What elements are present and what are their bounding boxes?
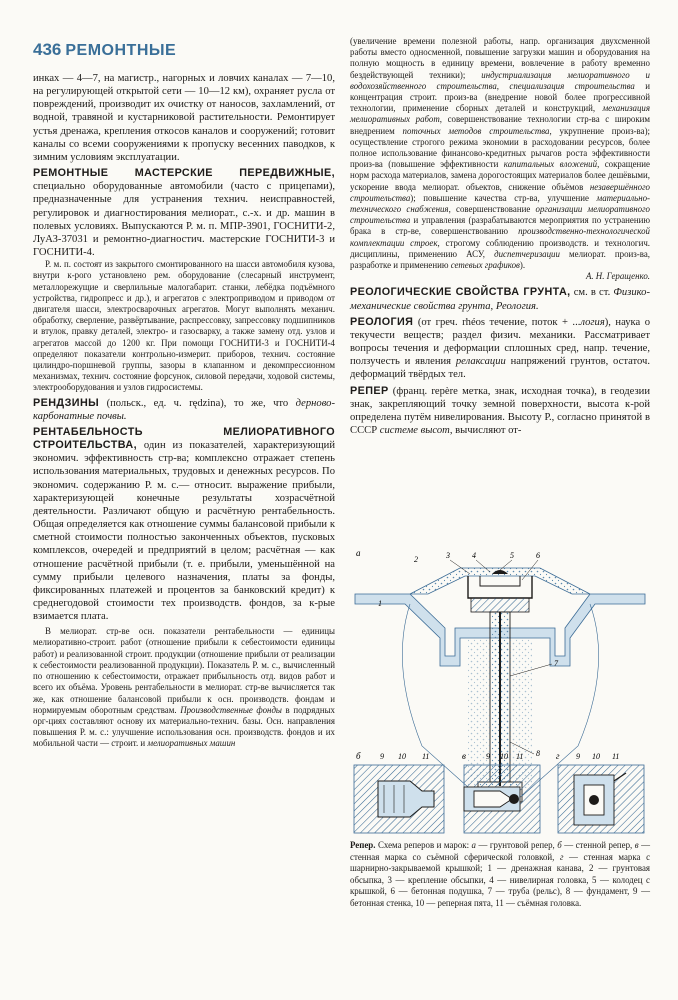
left-column xyxy=(33,72,335,750)
cross-reference-link[interactable]: производственно-технологической комплектации строек xyxy=(350,226,650,248)
cross-reference-link[interactable]: индустриализация мелиоративного и водохозяйственного строительства, специализация строительства xyxy=(350,69,650,91)
author-signature: А. Н. Геращенко. xyxy=(585,271,650,282)
headword: РЕОЛОГИЧЕСКИЕ СВОЙСТВА ГРУНТА, xyxy=(350,286,571,299)
svg-text:11: 11 xyxy=(516,752,524,761)
svg-text:1: 1 xyxy=(378,599,382,608)
right-continued-small-text: (увеличение времени полезной работы, напр. организация двухсменной работы вместо односменной, повышение загрузки машин и оборудования на полную мощность в единицу времени, вовлечение в работу временно бездействующей техники); индустриализация мелиоративного и водохозяйственного строительства, специализация строительства и концентрация строит. произ-ва (внедрение новой более прогрессивной технологии, применение сборных деталей и конструкций, механизация мелиоративных работ, совершенствование технологии стр-ва с широким внедрением поточных методов строительства, укрупнение произ-ва); осуществление строгого режима экономии в расходовании ресурсов, более полное использование финансово-кредитных рычагов роста эффективности произ-ва (повышение эффективности капитальных вложений, сокращение норм расхода материалов, замена дорогостоящих материалов более дешёвыми, ускорение ввода мелиорат. объектов, снижение объёмов незавершённого строительства); повышение качества стр-ва, улучшение материально-технического снабжения, совершенствование организации мелиоративного строительства и управления (разрабатываются мероприятия по устранению брака в стр-ве, совершенствованию производственно-технологической комплектации строек, строгому соблюдению производств. и технологич. дисциплины, применению АСУ, диспетчеризации мелиорат. произ-ва, разработке и применению сетевых графиков). xyxy=(350,36,651,271)
headword: РЕНТАБЕЛЬНОСТЬ МЕЛИОРАТИВНОГО СТРОИТЕЛЬСТВА, xyxy=(33,425,335,452)
running-title: РЕМОНТНЫЕ xyxy=(65,42,177,59)
headword: РЕНДЗИНЫ xyxy=(33,396,100,409)
svg-text:10: 10 xyxy=(500,752,508,761)
right-column xyxy=(350,36,650,437)
cross-reference-link[interactable]: механизация мелиоративных работ xyxy=(350,103,650,125)
headword: РЕМОНТНЫЕ МАСТЕРСКИЕ ПЕРЕДВИЖНЫЕ, xyxy=(33,167,335,180)
cross-reference-link[interactable]: мелиоративных машин xyxy=(147,738,236,749)
svg-text:10: 10 xyxy=(398,752,406,761)
svg-text:10: 10 xyxy=(592,752,600,761)
entry-small-text: Р. м. п. состоят из закрытого смонтированного на шасси автомобиля кузова, внутри к-рого установлено рем. оборудование (слесарный инструмент, металлорежущие и сверлильные малогабарит. станки, лебёдка подъёмного устройства, гидропресс и др.), и агрегатов с электроприводом и приводом от двигателя шасси, электросварочных агрегатов. Могут выполнять механич. обработку, сверление, развёртывание, распрессовку, запрессовку подшипников и втулок, правку деталей, электро- и газосварку, а также замену отд. узлов и агрегатов массой до 1200 кг. При помощи ГОСНИТИ-3 и ГОСНИТИ-4 определяют показатели контрольно-измерит. приборов, технич. состояние цилиндро-поршневой группы, зазоры в клапанном и декомпрессионном механизмах, технич. состояние форсунок, силовой передачи, ходовой системы, электрооборудования и узлов гидросистемы. xyxy=(33,259,335,393)
svg-text:б: б xyxy=(356,751,361,761)
cross-reference-link[interactable]: Физико-механические свойства грунта, Реология. xyxy=(350,287,650,312)
reper-schematic-figure xyxy=(350,546,650,836)
entry-reologiya: РЕОЛОГИЯ (от греч. rhéos течение, поток + ...логия), наука о текучести веществ; раздел физич. механики. Рассматривает вопросы течения и деформации сплошных сред, напр. течение, ползучесть и явления релаксации напряжений грунтов, остаточ. деформаций твёрдых тел. xyxy=(350,315,650,381)
svg-text:7: 7 xyxy=(554,659,558,668)
svg-text:г: г xyxy=(556,751,560,761)
cross-reference-link[interactable]: дерново-карбонатные почвы. xyxy=(33,397,335,422)
cross-reference-link[interactable]: сетевых графиков xyxy=(450,260,520,271)
cross-reference-link[interactable]: незавершённого строительства xyxy=(350,181,650,203)
figure-caption: Репер. Схема реперов и марок: а — грунтовой репер, б — стенной репер, в — стенная марка со съёмной сферической головкой, г — стенная марка с шарнирно-закрываемой крышкой; 1 — дренажная канава, 2 — грунтовая обсыпка, 3 — крепление обсыпки, 4 — нивелирная головка, 5 — колодец с крышкой, 6 — бетонная подушка, 7 — труба (рельс), 8 — фундамент, 9 — бетонная стенка, 10 — реперная пята, 11 — съёмная головка. xyxy=(350,840,651,908)
svg-text:8: 8 xyxy=(536,749,540,758)
svg-text:2: 2 xyxy=(414,555,418,564)
entry-reologicheskie-svoystva: РЕОЛОГИЧЕСКИЕ СВОЙСТВА ГРУНТА, см. в ст. Физико-механические свойства грунта, Реология. xyxy=(350,286,650,312)
panel-a-ground-reper xyxy=(355,548,645,802)
caption-lead: Репер. xyxy=(350,840,376,850)
entry-rentabelnost: РЕНТАБЕЛЬНОСТЬ МЕЛИОРАТИВНОГО СТРОИТЕЛЬСТВА, один из показателей, характеризующий экономич. эффективность стр-ва; комплексно отражает степень использования материальных, трудовых и денежных ресурсов. По экономич. содержанию Р. м. с.— относит. выражение прибыли, характеризующей конечные результаты хозрасчётной деятельности. Различают общую и расчётную рентабельность. Общая определяется как отношение суммы балансовой прибыли к сметной стоимости полностью законченных объектов, пусковых комплексов, очередей и предприятий в целом; расчётная — как отношение расчётной прибыли (т. е. прибыли, уменьшённой на сумму прибыли целевого назначения, платы за фонды, фиксированных платежей и процентов за банковский кредит) к среднегодовой стоимости тех производств. фондов, за к-рые взимается плата. xyxy=(33,425,335,623)
cross-reference-link[interactable]: диспетчеризации xyxy=(494,248,560,259)
svg-text:9: 9 xyxy=(380,752,384,761)
svg-text:11: 11 xyxy=(422,752,430,761)
left-continued-paragraph: инках — 4—7, на магистр., нагорных и ловчих каналах — 7—10, на регулирующей открытой сети — 10—12 км), охраняет русла от повреждений, производит их очистку от наносов, захламлений, от водной, травяной и кустарниковой растительности. Ремонтирует устья дренажа, крепления откосов каналов и сооружений; готовит каналы со всеми сооружениями к пропуску весенних паводков, к зимним условиям эксплуатации. xyxy=(33,73,335,163)
svg-text:5: 5 xyxy=(510,551,514,560)
svg-text:9: 9 xyxy=(486,752,490,761)
panel-b-wall-reper xyxy=(354,751,444,833)
cross-reference-link[interactable]: поточных методов строительства xyxy=(402,125,550,136)
svg-text:9: 9 xyxy=(576,752,580,761)
page-number: 436 xyxy=(33,40,62,59)
svg-text:6: 6 xyxy=(536,551,540,560)
cross-reference-link[interactable]: системе высот xyxy=(379,425,450,437)
entry-remontnye-masterskie: РЕМОНТНЫЕ МАСТЕРСКИЕ ПЕРЕДВИЖНЫЕ, специально оборудованные автомобили (часто с прицепами), предназначенные для устранения технич. неисправностей, регулировок и диагностирования мелиорат., с.-х. и др. машин в полевых условиях. Выпускаются Р. м. п. МПР-3901, ГОСНИТИ-2, ЛуАЗ-37031 и ремонтно-диагностич. мастерские ГОСНИТИ-3 и ГОСНИТИ-4. xyxy=(33,167,335,259)
entry-small-text: В мелиорат. стр-ве осн. показатели рентабельности — единицы мелиоративно-строит. работ (отношение прибыли к себестоимости единицы работ) и реализованной строит. продукции (отношение прибыли от реализации к себестоимости реализованной продукции). Показатель Р. м. с., вычисленный по отношению к себестоимости, отражает прибыльность отд. видов работ и всего их объёма. Уровень рентабельности в мелиорат. стр-ве вычисляется так же, как отношение балансовой прибыли к осн. производств. фондам и нормируемым оборотным средствам. Производственные фонды в подрядных орг-циях составляют основу их материально-технич. базы. Осн. направления повышения Р. м. с.: улучшение использования осн. производств. фондов и их мобильной части — строит. и мелиоративных машин xyxy=(33,626,335,749)
entry-rendziny: РЕНДЗИНЫ (польск., ед. ч. rędzina), то же, что дерново-карбонатные почвы. xyxy=(33,396,335,422)
svg-text:3: 3 xyxy=(446,551,450,560)
panel-g-wall-mark-hinged xyxy=(556,751,644,833)
entry-reper: РЕПЕР (франц. repère метка, знак, исходная точка), в геодезии знак, закрепляющий точку земной поверхности, высота к-рой определена путём нивелирования. Высоту Р., согласно принятой в СССР системе высот, вычисляют от- xyxy=(350,384,650,437)
headword: РЕОЛОГИЯ xyxy=(350,315,414,328)
headword: РЕПЕР xyxy=(350,384,389,397)
cross-reference-link[interactable]: организации мелиоративного строительства xyxy=(350,204,650,226)
page-header xyxy=(33,40,176,60)
cross-reference-link[interactable]: Производственные фонды xyxy=(180,704,282,715)
svg-text:11: 11 xyxy=(612,752,620,761)
svg-text:4: 4 xyxy=(472,551,476,560)
cross-reference-link[interactable]: релаксации xyxy=(455,356,506,368)
cross-reference-link[interactable]: капитальных вложений xyxy=(503,159,598,170)
figure-label-a: а xyxy=(356,548,361,558)
svg-text:в: в xyxy=(462,751,466,761)
cross-reference-link[interactable]: материально-технического снабжения xyxy=(350,192,650,215)
